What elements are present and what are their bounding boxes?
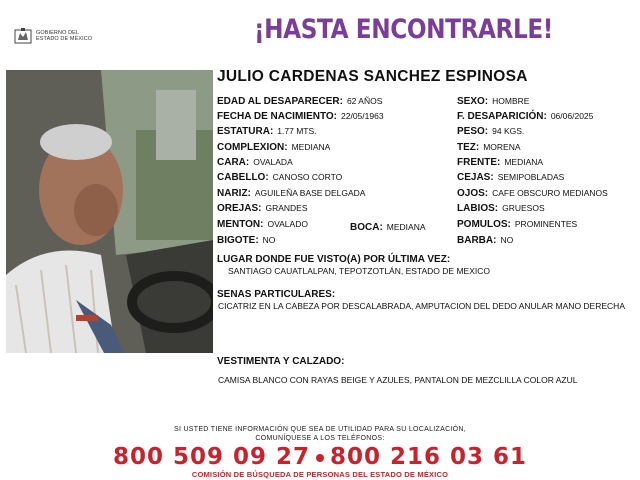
phone-numbers [0,444,640,470]
senas-label: SENAS PARTICULARES: [217,289,336,300]
headline: ¡HASTA ENCONTRARLE! [254,14,553,45]
person-photo [6,70,213,353]
gov-line-2: ESTADO DE MÉXICO [36,36,93,42]
field-bigote: BIGOTE: NO [217,235,276,246]
field-sexo: SEXO: HOMBRE [457,96,530,107]
vestimenta-value: CAMISA BLANCO CON RAYAS BEIGE Y AZULES, PANTALON DE MEZCLILLA COLOR AZUL [218,375,578,385]
field-nacimiento: FECHA DE NACIMIENTO: 22/05/1963 [217,111,384,122]
person-name: JULIO CARDENAS SANCHEZ ESPINOSA [217,68,528,85]
field-estatura: ESTATURA: 1.77 MTS. [217,126,317,137]
field-orejas: OREJAS: GRANDES [217,203,308,214]
government-logo [14,26,114,46]
separator-dot-icon [316,454,324,462]
phone-1[interactable]: 800 509 09 27 [112,444,310,470]
contact-note-line-1: SI USTED TIENE INFORMACIÓN QUE SEA DE UTILIDAD PARA SU LOCALIZACIÓN, [173,426,467,433]
phone-2[interactable]: 800 216 03 61 [330,444,528,470]
contact-note-line-2: COMUNÍQUESE A LOS TELÉFONOS: [255,435,385,442]
field-edad: EDAD AL DESAPARECER: 62 AÑOS [217,96,383,107]
field-pomulos: POMULOS: PROMINENTES [457,219,578,230]
field-nariz: NARIZ: AGUILEÑA BASE DELGADA [217,188,366,199]
field-ojos: OJOS: CAFE OBSCURO MEDIANOS [457,188,608,199]
field-peso: PESO: 94 KGS. [457,126,525,137]
field-menton: MENTON: OVALADO [217,219,308,230]
lugar-label: LUGAR DONDE FUE VISTO(A) POR ÚLTIMA VEZ: [217,254,451,265]
field-labios: LABIOS: GRUESOS [457,203,545,214]
senas-value: CICATRIZ EN LA CABEZA POR DESCALABRADA, AMPUTACION DEL DEDO ANULAR MANO DERECHA [218,301,625,311]
state-emblem-icon [14,27,32,45]
field-complexion: COMPLEXION: MEDIANA [217,142,331,153]
lugar-value: SANTIAGO CAUATLALPAN, TEPOTZOTLÁN, ESTADO DE MEXICO [228,266,490,276]
field-desaparicion: F. DESAPARICIÓN: 06/06/2025 [457,111,594,122]
field-cara: CARA: OVALADA [217,157,293,168]
field-tez: TEZ: MORENA [457,142,521,153]
commission-name: COMISIÓN DE BÚSQUEDA DE PERSONAS DEL ESTADO DE MÉXICO [191,470,449,479]
field-barba: BARBA: NO [457,235,514,246]
field-cejas: CEJAS: SEMIPOBLADAS [457,172,565,183]
field-boca: BOCA: MEDIANA [350,222,426,233]
gov-line-1: GOBIERNO DEL [36,30,80,36]
vestimenta-label: VESTIMENTA Y CALZADO: [217,356,345,367]
field-frente: FRENTE: MEDIANA [457,157,544,168]
field-cabello: CABELLO: CANOSO CORTO [217,172,343,183]
